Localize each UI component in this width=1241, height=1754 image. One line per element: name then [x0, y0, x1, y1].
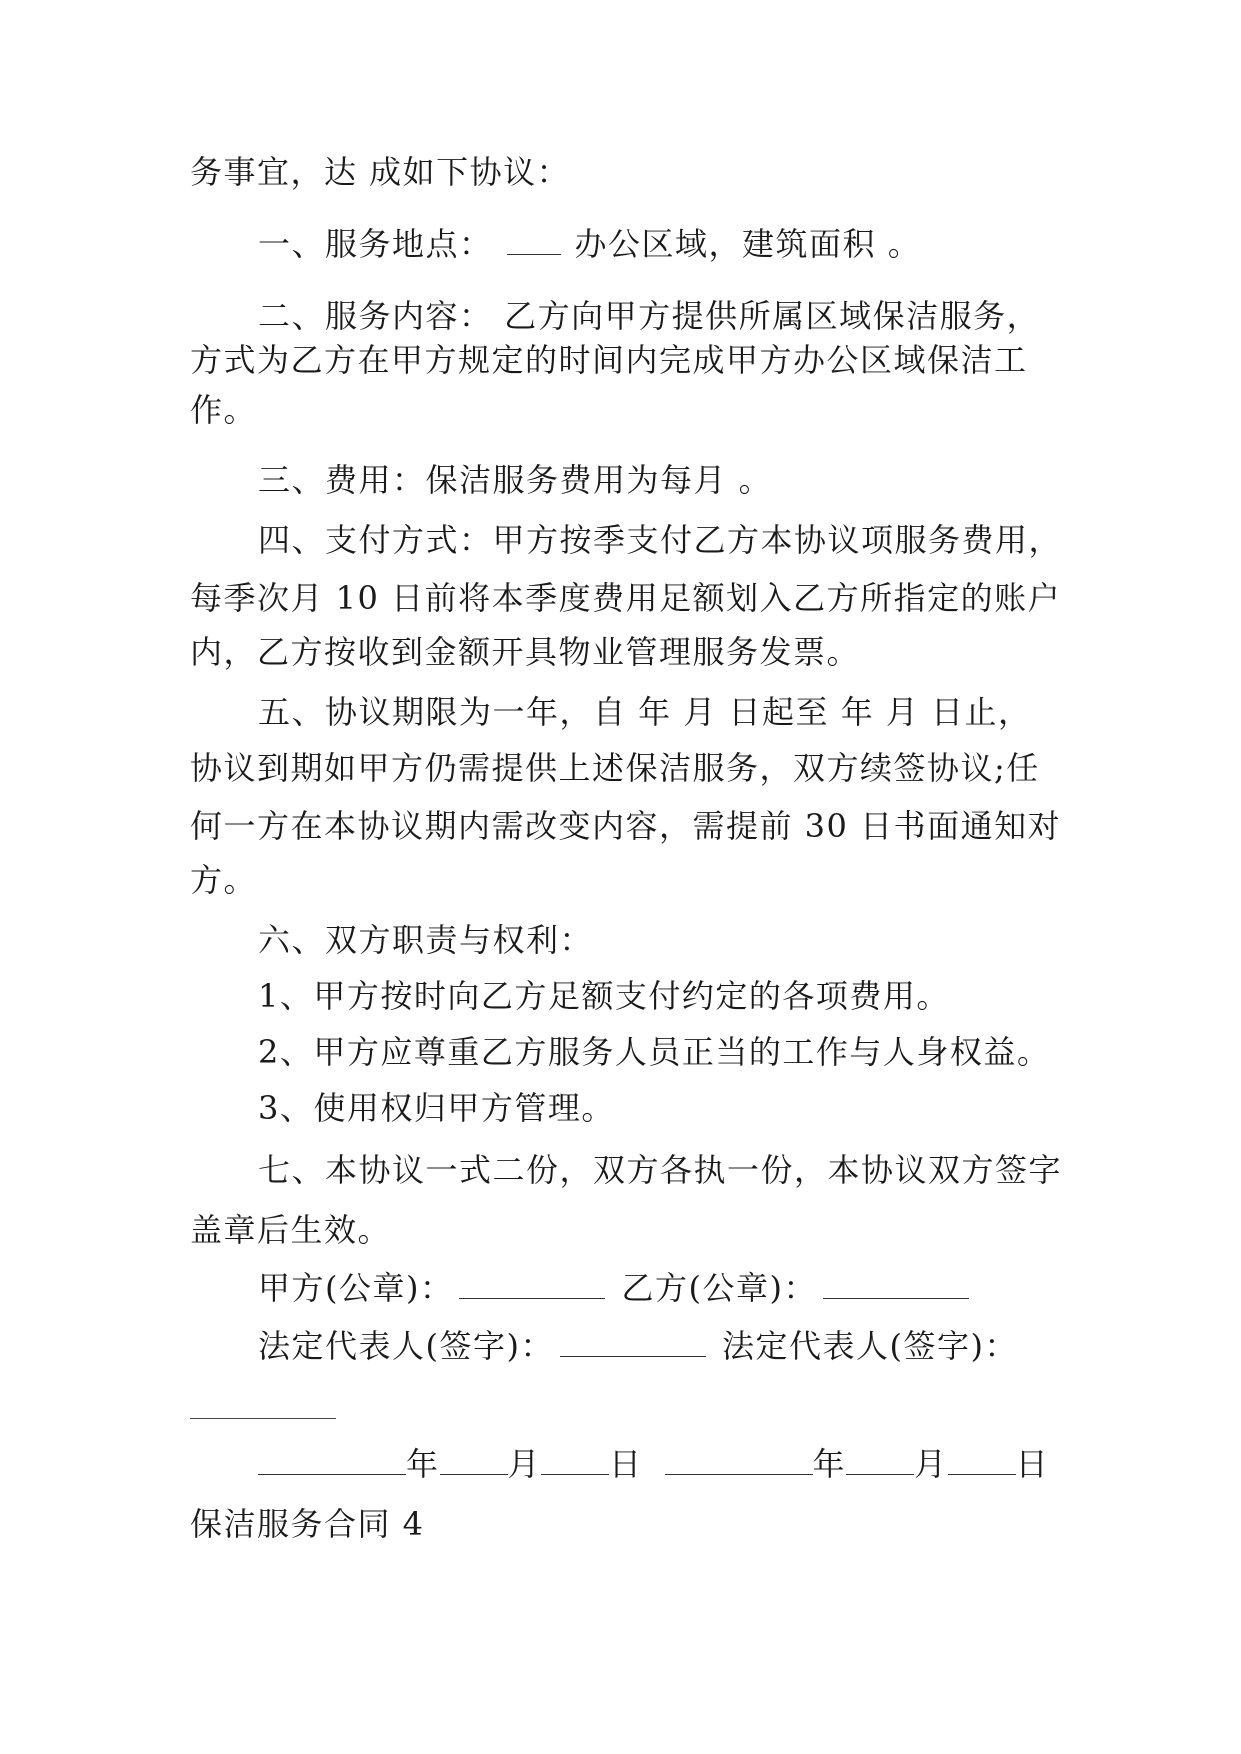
- year-blank: [665, 1444, 813, 1475]
- day-blank: [541, 1444, 609, 1475]
- clause-6-item-3: 3、使用权归甲方管理。: [258, 1089, 615, 1127]
- day-blank: [948, 1444, 1016, 1475]
- paragraph-line: 协议到期如甲方仍需提供上述保洁服务，双方续签协议;任: [190, 749, 1040, 787]
- paragraph-line: 何一方在本协议期内需改变内容，需提前 30 日书面通知对: [190, 807, 1062, 845]
- clause-4-line: 四、支付方式：甲方按季支付乙方本协议项服务费用，: [258, 521, 1063, 559]
- paragraph-line: 务事宜，达 成如下协议：: [190, 153, 571, 191]
- date-line: [258, 1444, 1049, 1484]
- party-a-seal-label: 甲方(公章)：: [258, 1269, 454, 1307]
- seal-line: [258, 1268, 969, 1308]
- clause-1-label: 一、服务地点：: [258, 225, 493, 263]
- month-blank: [440, 1444, 508, 1475]
- month-label: 月: [914, 1445, 948, 1483]
- month-label: 月: [507, 1445, 542, 1483]
- year-label: 年: [406, 1445, 440, 1483]
- paragraph-line: 盖章后生效。: [190, 1211, 392, 1249]
- party-b-seal-label: 乙方(公章)：: [621, 1269, 817, 1307]
- day-label: 日: [609, 1445, 643, 1483]
- day-label: 日: [1015, 1445, 1050, 1483]
- clause-1-rest: 办公区域，建筑面积 。: [574, 225, 922, 263]
- fill-blank: [507, 224, 561, 255]
- party-a-rep-label: 法定代表人(签字)：: [258, 1327, 554, 1365]
- fill-blank: [459, 1268, 605, 1299]
- signature-underline: [190, 1418, 336, 1419]
- clause-6-line: 六、双方职责与权利：: [258, 921, 594, 959]
- clause-2-line: 二、服务内容： 乙方向甲方提供所属区域保洁服务，: [258, 297, 1041, 335]
- paragraph-line: 每季次月 10 日前将本季度费用足额划入乙方所指定的账户: [190, 579, 1062, 617]
- clause-7-line: 七、本协议一式二份，双方各执一份，本协议双方签字: [258, 1151, 1063, 1189]
- fill-blank: [560, 1326, 706, 1357]
- paragraph-line: 方。: [190, 861, 258, 899]
- clause-6-item-2: 2、甲方应尊重乙方服务人员正当的工作与人身权益。: [258, 1033, 1051, 1071]
- month-blank: [846, 1444, 914, 1475]
- clause-6-item-1: 1、甲方按时向乙方足额支付约定的各项费用。: [258, 977, 950, 1015]
- fill-blank: [823, 1268, 969, 1299]
- representative-line: [258, 1326, 1018, 1366]
- clause-1-line: [258, 224, 921, 264]
- clause-3-line: 三、费用：保洁服务费用为每月 。: [258, 461, 773, 499]
- year-blank: [258, 1444, 406, 1475]
- party-b-rep-label: 法定代表人(签字)：: [721, 1327, 1018, 1365]
- paragraph-line: 内，乙方按收到金额开具物业管理服务发票。: [190, 633, 861, 671]
- paragraph-line: 方式为乙方在甲方规定的时间内完成甲方办公区域保洁工: [190, 341, 1028, 379]
- paragraph-line: 作。: [190, 391, 258, 429]
- next-section-heading: 保洁服务合同 4: [190, 1505, 425, 1543]
- clause-5-line: 五、协议期限为一年，自 年 月 日起至 年 月 日止，: [258, 693, 1032, 731]
- year-label: 年: [812, 1445, 847, 1483]
